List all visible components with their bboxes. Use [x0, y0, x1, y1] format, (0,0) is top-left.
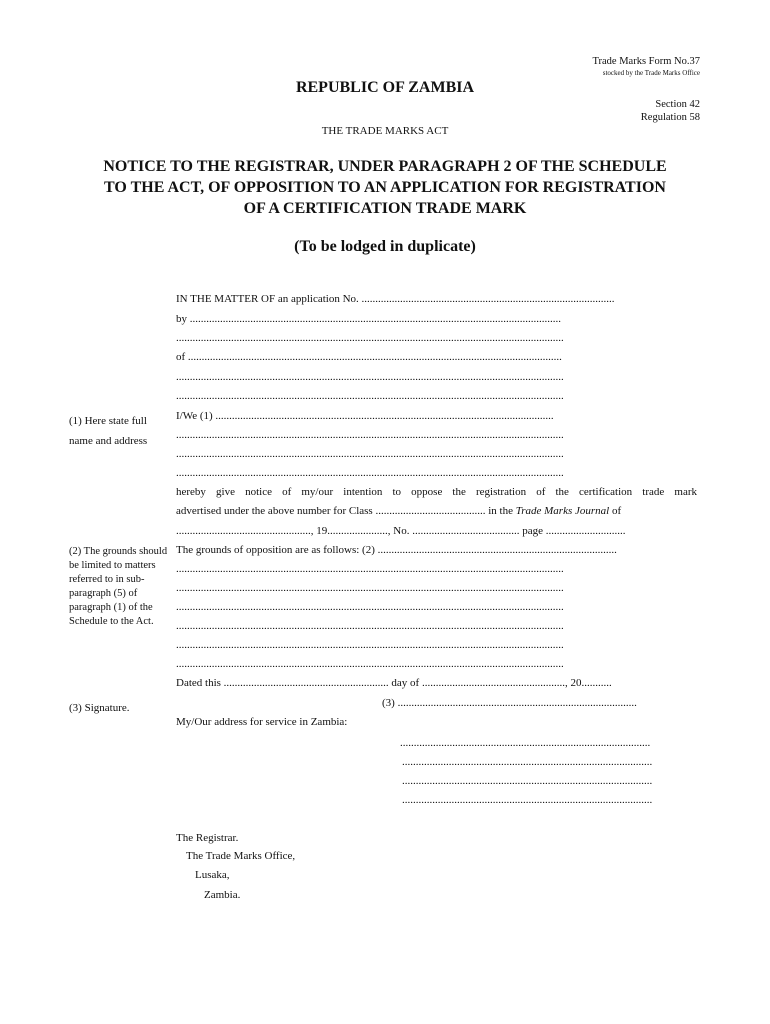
stocked-note: stocked by the Trade Marks Office	[602, 69, 700, 77]
addressee-line-4: Zambia.	[204, 889, 241, 901]
grounds-of-opposition-line: The grounds of opposition are as follows: (2) .......................................................................................	[176, 544, 617, 556]
republic-heading: REPUBLIC OF ZAMBIA	[295, 79, 475, 96]
addressee-line-2: The Trade Marks Office,	[186, 850, 296, 862]
journal-date-number-page-line: ................................................., 19......................, No. ....................................... page .............................	[176, 525, 626, 537]
grounds-continuation-5: .............................................................................................................................................	[176, 639, 564, 651]
form-number: Trade Marks Form No.37	[592, 56, 700, 67]
address-line-1: ...........................................................................................	[400, 737, 651, 749]
opponent-continuation-2: .............................................................................................................................................	[176, 448, 564, 460]
opponent-name-line: I/We (1) ...........................................................................................................................	[176, 410, 554, 422]
opponent-continuation-3: .............................................................................................................................................	[176, 467, 564, 479]
grounds-continuation-4: .............................................................................................................................................	[176, 620, 564, 632]
address-line-2: ...........................................................................................	[402, 756, 653, 768]
address-line-3: ...........................................................................................	[402, 775, 653, 787]
notice-title-line-3: OF A CERTIFICATION TRADE MARK	[243, 200, 527, 217]
address-line-4: ...........................................................................................	[402, 794, 653, 806]
address-for-service-label: My/Our address for service in Zambia:	[176, 716, 348, 728]
margin-note-2: (2) The grounds should be limited to matters referred to in sub-paragraph (5) of paragraph (1) of the Schedule to the Act.	[69, 546, 168, 627]
application-number-line: IN THE MATTER OF an application No. ............................................................................................	[176, 293, 615, 305]
notice-statement-line-1: hereby give notice of my/our intention to oppose the registration of the certification trade mark	[176, 486, 697, 498]
journal-name: Trade Marks Journal	[515, 505, 610, 517]
grounds-continuation-2: .............................................................................................................................................	[176, 582, 564, 594]
class-reference: advertised under the above number for Class ........................................ in the	[176, 505, 516, 517]
applicant-of-continuation-1: .............................................................................................................................................	[176, 371, 564, 383]
signature-line: (3) .......................................................................................	[382, 697, 637, 709]
grounds-continuation-6: .............................................................................................................................................	[176, 658, 564, 670]
margin-note-1: (1) Here state full name and address	[69, 415, 148, 447]
applicant-by-continuation: .............................................................................................................................................	[176, 332, 564, 344]
grounds-continuation-3: .............................................................................................................................................	[176, 601, 564, 613]
grounds-continuation-1: .............................................................................................................................................	[176, 563, 564, 575]
addressee-line-1: The Registrar.	[176, 832, 239, 844]
lodged-instruction: (To be lodged in duplicate)	[294, 238, 476, 255]
addressee-line-3: Lusaka,	[195, 869, 230, 881]
opponent-continuation-1: .............................................................................................................................................	[176, 429, 564, 441]
applicant-of-continuation-2: .............................................................................................................................................	[176, 390, 564, 402]
act-name: THE TRADE MARKS ACT	[321, 125, 449, 137]
dated-line: Dated this ............................................................ day of ...................................................., 20...........	[176, 677, 612, 689]
applicant-of-line: of ........................................................................................................................................	[176, 351, 562, 363]
notice-statement-line-2	[176, 505, 697, 517]
margin-note-3: (3) Signature.	[69, 702, 130, 714]
notice-title-line-1: NOTICE TO THE REGISTRAR, UNDER PARAGRAPH 2 OF THE SCHEDULE	[103, 158, 667, 175]
journal-of: of	[609, 505, 622, 517]
section-reference: Section 42	[655, 99, 700, 110]
notice-title-line-2: TO THE ACT, OF OPPOSITION TO AN APPLICATION FOR REGISTRATION	[104, 179, 666, 196]
regulation-reference: Regulation 58	[640, 112, 700, 123]
applicant-by-line: by .......................................................................................................................................	[176, 313, 561, 325]
